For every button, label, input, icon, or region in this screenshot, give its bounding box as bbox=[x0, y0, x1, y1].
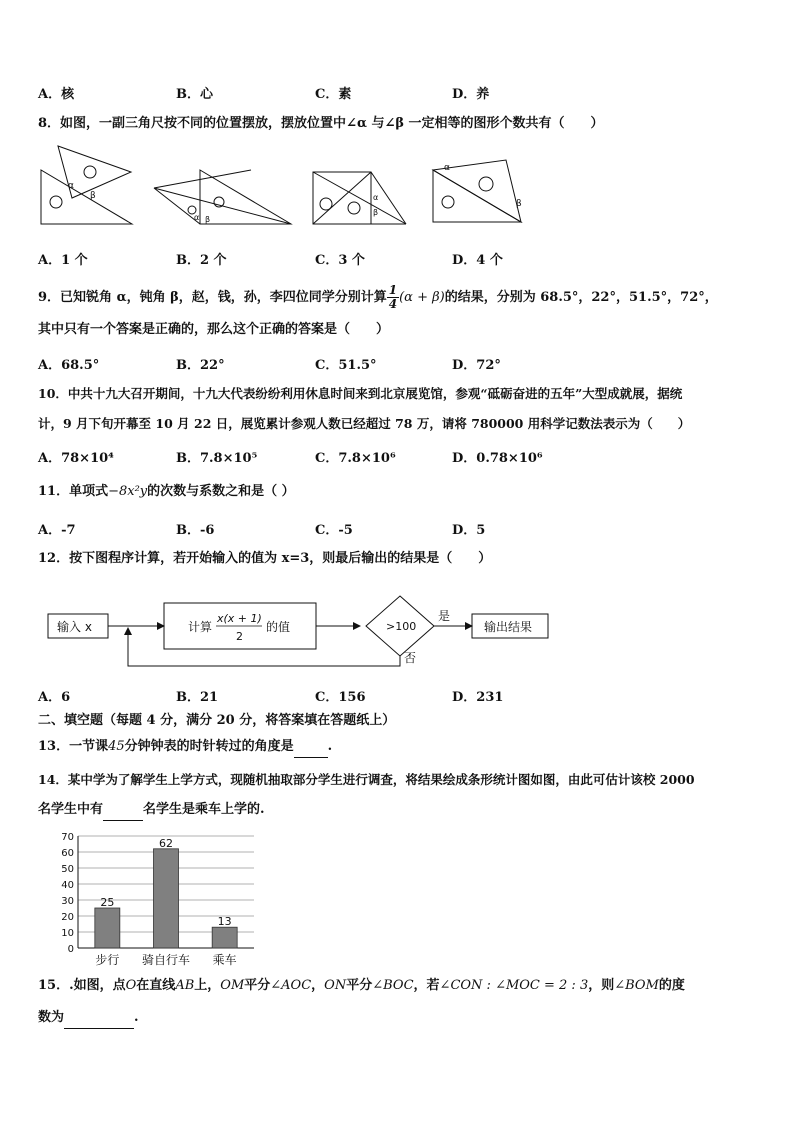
q15-text-i: 的度 bbox=[658, 978, 685, 993]
q8-fig2-alpha: α bbox=[194, 213, 200, 222]
q12-option-c: C．156 bbox=[315, 690, 366, 705]
y-tick-label: 70 bbox=[61, 832, 74, 843]
q9-line1 bbox=[38, 284, 758, 311]
q8-fig1-beta: β bbox=[90, 191, 96, 201]
x-tick-label: 乘车 bbox=[212, 953, 237, 967]
q13-answer-blank[interactable] bbox=[294, 737, 328, 758]
q14-line1: 14．某中学为了解学生上学方式，现随机抽取部分学生进行调查，将结果绘成条形统计图如图，由此可估计该校 2000 bbox=[38, 772, 695, 787]
q9-pre: 9．已知锐角 α，钝角 β，赵，钱，孙，李四位同学分别计算 bbox=[38, 290, 387, 305]
flow-no-label: 否 bbox=[404, 651, 417, 665]
q10-option-c: C．7.8×10⁶ bbox=[315, 451, 396, 466]
q10-option-a: A．78×10⁴ bbox=[38, 451, 114, 466]
q8-figure-4 bbox=[433, 160, 522, 222]
q8-fig2-beta: β bbox=[205, 215, 211, 224]
q14-line2-post: 名学生是乘车上学的. bbox=[143, 802, 265, 817]
y-tick-label: 20 bbox=[61, 912, 74, 923]
q13-post: 分钟钟表的时针转过的角度是 bbox=[124, 739, 294, 754]
q15-angle-aoc: ∠AOC bbox=[270, 978, 312, 993]
q14-answer-blank[interactable] bbox=[103, 800, 143, 821]
q7-option-d: D．养 bbox=[452, 87, 490, 102]
q11-text bbox=[38, 482, 758, 502]
q8-option-c: C．3 个 bbox=[315, 253, 365, 268]
q11-pre: 11．单项式 bbox=[38, 484, 109, 499]
q8-option-a: A．1 个 bbox=[38, 253, 88, 268]
bar-value-label: 25 bbox=[100, 896, 115, 909]
y-tick-label: 0 bbox=[67, 944, 74, 955]
q12-flowchart bbox=[40, 590, 560, 670]
flow-output-label: 输出结果 bbox=[484, 620, 533, 634]
bar-value-label: 13 bbox=[217, 915, 232, 929]
q15-answer-blank[interactable] bbox=[64, 1008, 134, 1029]
q8-fig4-alpha: α bbox=[444, 163, 450, 173]
q15-ray-om: OM bbox=[220, 978, 245, 993]
flow-cond-label: >100 bbox=[386, 620, 417, 633]
q15-text-d: 平分 bbox=[244, 978, 271, 993]
q8-figures bbox=[36, 140, 536, 230]
q15-angle-boc: ∠BOC bbox=[372, 978, 414, 993]
q10-line1: 10．中共十九大召开期间，十九大代表纷纷利用休息时间来到北京展览馆，参观“砥砺奋进的五年”大型成就展，据统 bbox=[38, 386, 683, 401]
flow-calc-den: 2 bbox=[236, 630, 243, 643]
q7-option-c: C．素 bbox=[315, 87, 352, 102]
q15-text-c: 上， bbox=[194, 978, 221, 993]
q11-option-b: B．-6 bbox=[176, 523, 215, 538]
q12-option-a: A．6 bbox=[38, 690, 71, 705]
y-tick-label: 30 bbox=[61, 896, 74, 907]
q12-option-b: B．21 bbox=[176, 690, 219, 705]
q9-frac-den: 4 bbox=[388, 297, 398, 311]
q9-frac-num: 1 bbox=[388, 283, 398, 297]
q8-fig1-alpha: α bbox=[68, 181, 74, 191]
q15-text-h: ，则 bbox=[588, 978, 615, 993]
q8-figure-2 bbox=[154, 170, 291, 224]
x-tick-label: 骑自行车 bbox=[141, 953, 191, 967]
q12-text: 12．按下图程序计算，若开始输入的值为 x=3，则最后输出的结果是（ ） bbox=[38, 551, 492, 566]
q15-ray-on: ON bbox=[324, 978, 347, 993]
q15-line1 bbox=[38, 976, 758, 996]
q15-line2-pre: 数为 bbox=[38, 1010, 65, 1025]
q9-line2: 其中只有一个答案是正确的，那么这个正确的答案是（ ） bbox=[38, 322, 390, 337]
q15-text-e: ， bbox=[311, 978, 325, 993]
bar bbox=[95, 908, 120, 948]
q11-post: 的次数与系数之和是（ ） bbox=[147, 484, 295, 499]
q11-expr: −8x²y bbox=[108, 484, 148, 499]
q7-option-a: A．核 bbox=[38, 87, 75, 102]
bar bbox=[212, 927, 237, 948]
q8-option-b: B．2 个 bbox=[176, 253, 227, 268]
q13-end: . bbox=[327, 739, 333, 754]
q9-fraction bbox=[387, 284, 399, 311]
q15-line2-post: . bbox=[134, 1010, 139, 1025]
q8-text: 8．如图，一副三角尺按不同的位置摆放，摆放位置中∠α 与∠β 一定相等的图形个数共有（ ） bbox=[38, 116, 604, 131]
q15-text-g: ，若 bbox=[413, 978, 440, 993]
q8-figure-1 bbox=[41, 146, 132, 224]
bar bbox=[154, 849, 179, 948]
bar-value-label: 62 bbox=[159, 836, 173, 850]
q8-fig3-beta: β bbox=[373, 208, 379, 217]
y-tick-label: 40 bbox=[61, 880, 74, 891]
q8-option-d: D．4 个 bbox=[452, 253, 503, 268]
q15-angle-bom: ∠BOM bbox=[614, 978, 659, 993]
q8-fig4-beta: β bbox=[516, 199, 522, 209]
flow-calc-pre: 计算 bbox=[188, 620, 213, 634]
q10-line2: 计，9 月下旬开幕至 10 月 22 日，展览累计参观人数已经超过 78 万，请将 780000 用科学记数法表示为（ ） bbox=[38, 416, 691, 431]
q15-ratio: ∠CON : ∠MOC = 2 : 3 bbox=[439, 978, 589, 993]
q10-option-b: B．7.8×10⁵ bbox=[176, 451, 258, 466]
q14-line2 bbox=[38, 800, 758, 821]
q13-text bbox=[38, 737, 758, 758]
q8-figure-3 bbox=[313, 172, 406, 224]
q15-line2 bbox=[38, 1008, 758, 1029]
q7-option-b: B．心 bbox=[176, 87, 213, 102]
q13-pre: 13．一节课 bbox=[38, 739, 109, 754]
flow-calc-num: x(x + 1) bbox=[217, 612, 262, 625]
q10-option-d: D．0.78×10⁶ bbox=[452, 451, 543, 466]
q8-fig3-alpha: α bbox=[373, 193, 379, 202]
q9-expr: (α + β) bbox=[399, 290, 445, 305]
y-tick-label: 60 bbox=[61, 848, 74, 859]
x-tick-label: 步行 bbox=[95, 953, 120, 967]
q15-text-b: 在直线 bbox=[136, 978, 176, 993]
q9-option-a: A．68.5° bbox=[38, 358, 100, 373]
flow-yes-label: 是 bbox=[438, 609, 451, 623]
q15-text-a: 15．.如图，点 bbox=[38, 978, 126, 993]
q9-post: 的结果，分别为 68.5°，22°，51.5°，72°， bbox=[444, 290, 718, 305]
q15-text-f: 平分 bbox=[346, 978, 373, 993]
q12-option-d: D．231 bbox=[452, 690, 504, 705]
q14-line2-pre: 名学生中有 bbox=[38, 802, 104, 817]
flow-calc-post: 的值 bbox=[266, 620, 291, 634]
q11-option-d: D．5 bbox=[452, 523, 486, 538]
flow-input-label: 输入 x bbox=[57, 620, 92, 634]
q9-option-d: D．72° bbox=[452, 358, 501, 373]
q15-point-o: O bbox=[125, 978, 137, 993]
q15-line-ab: AB bbox=[175, 978, 195, 993]
q9-option-c: C．51.5° bbox=[315, 358, 377, 373]
y-tick-label: 10 bbox=[61, 928, 74, 939]
q14-bar-chart bbox=[40, 828, 280, 970]
q13-num: 45 bbox=[108, 739, 125, 754]
q9-option-b: B．22° bbox=[176, 358, 225, 373]
q11-option-a: A．-7 bbox=[38, 523, 76, 538]
y-tick-label: 50 bbox=[61, 864, 74, 875]
section2-heading: 二、填空题（每题 4 分，满分 20 分，将答案填在答题纸上） bbox=[38, 713, 396, 728]
q11-option-c: C．-5 bbox=[315, 523, 353, 538]
